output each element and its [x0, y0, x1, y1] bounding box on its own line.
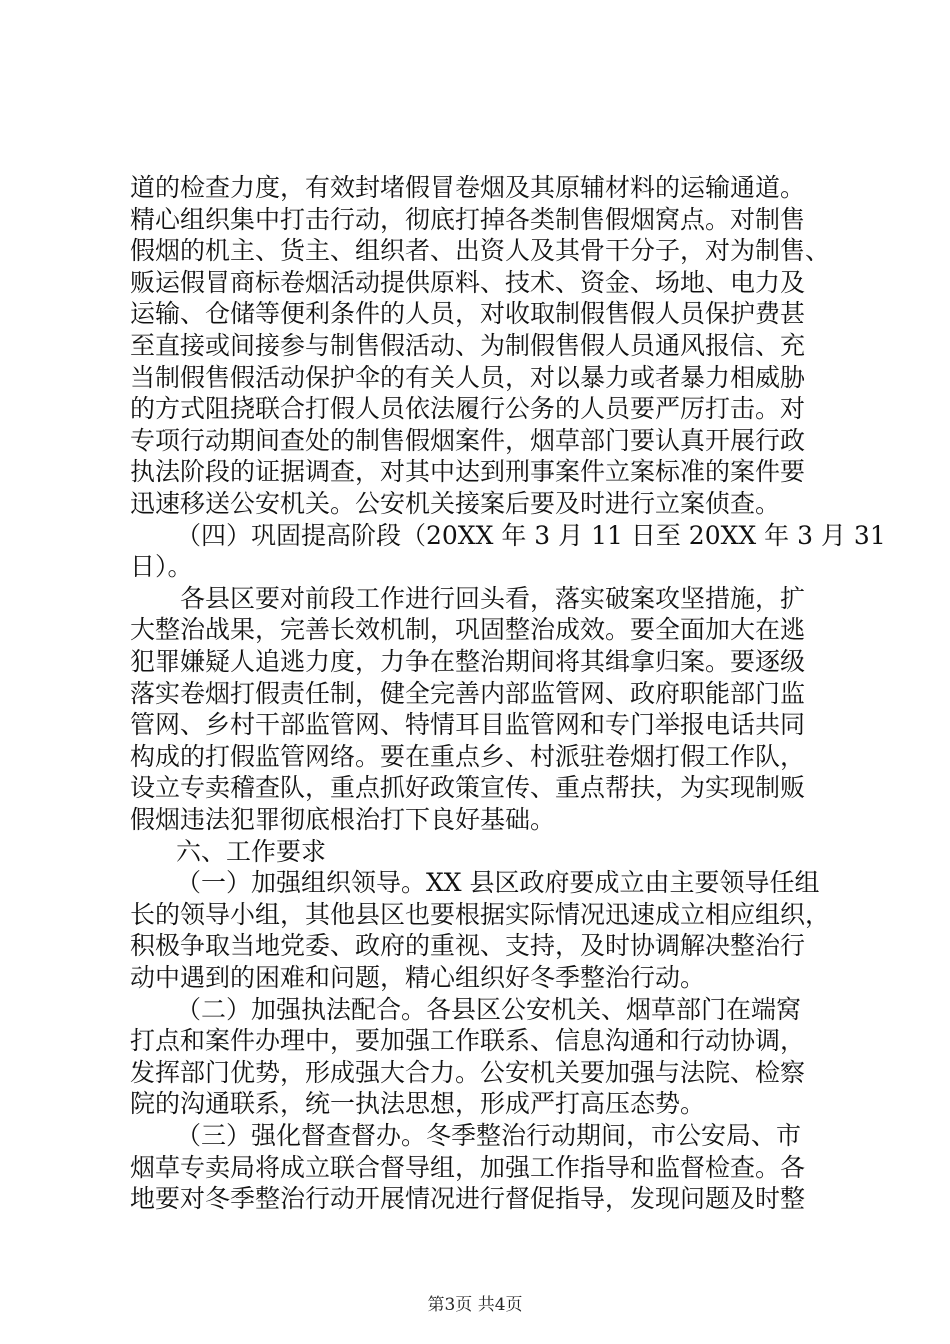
- text-line: 犯罪嫌疑人追逃力度，力争在整治期间将其缉拿归案。要逐级: [130, 647, 806, 676]
- text-line: 落实卷烟打假责任制，健全完善内部监管网、政府职能部门监: [130, 678, 806, 708]
- text-line: 精心组织集中打击行动，彻底打掉各类制售假烟窝点。对制售: [130, 204, 806, 234]
- section-heading-line: 日）。: [130, 552, 193, 582]
- text-line: 至直接或间接参与制售假活动、为制假售假人员通风报信、充: [130, 331, 806, 360]
- text-line: 道的检查力度，有效封堵假冒卷烟及其原辅材料的运输通道。: [130, 173, 806, 202]
- text-line: 构成的打假监管网络。要在重点乡、村派驻卷烟打假工作队，: [130, 741, 806, 771]
- text-line: 长的领导小组，其他县区也要根据实际情况迅速成立相应组织，: [130, 899, 831, 929]
- text-line: 当制假售假活动保护伞的有关人员，对以暴力或者暴力相威胁: [130, 362, 806, 392]
- text-line: 设立专卖稽查队，重点抓好政策宣传、重点帮扶，为实现制贩: [130, 773, 806, 803]
- text-line: 大整治战果，完善长效机制，巩固整治成效。要全面加大在逃: [130, 615, 806, 645]
- text-line: 管网、乡村干部监管网、特情耳目监管网和专门举报电话共同: [130, 710, 806, 740]
- text-line: 运输、仓储等便利条件的人员，对收取制假售假人员保护费甚: [130, 299, 806, 329]
- text-line: 的方式阻挠联合打假人员依法履行公务的人员要严厉打击。对: [130, 394, 806, 424]
- text-line: 动中遇到的困难和问题，精心组织好冬季整治行动。: [130, 963, 706, 992]
- text-line: 地要对冬季整治行动开展情况进行督促指导，发现问题及时整: [130, 1184, 806, 1214]
- text-line: （二）加强执法配合。各县区公安机关、烟草部门在端窝: [176, 994, 802, 1024]
- text-line: 院的沟通联系，统一执法思想，形成严打高压态势。: [130, 1089, 706, 1119]
- text-line: 烟草专卖局将成立联合督导组，加强工作指导和监督检查。各: [130, 1152, 806, 1182]
- text-line: 执法阶段的证据调查，对其中达到刑事案件立案标准的案件要: [130, 457, 806, 487]
- text-line: 假烟的机主、货主、组织者、出资人及其骨干分子，对为制售、: [130, 236, 831, 266]
- text-line: 贩运假冒商标卷烟活动提供原料、技术、资金、场地、电力及: [130, 267, 806, 297]
- page-number-footer: 第3页 共4页: [427, 1295, 523, 1315]
- text-line: 迅速移送公安机关。公安机关接案后要及时进行立案侦查。: [130, 489, 781, 518]
- text-line: 各县区要对前段工作进行回头看，落实破案攻坚措施，扩: [180, 583, 806, 613]
- text-line: 积极争取当地党委、政府的重视、支持，及时协调解决整治行: [130, 931, 806, 961]
- text-line: 发挥部门优势，形成强大合力。公安机关要加强与法院、检察: [130, 1057, 806, 1087]
- text-line: 打点和案件办理中，要加强工作联系、信息沟通和行动协调，: [130, 1026, 806, 1056]
- text-line: 假烟违法犯罪彻底根治打下良好基础。: [130, 805, 556, 834]
- text-line: 专项行动期间查处的制售假烟案件，烟草部门要认真开展行政: [130, 425, 806, 455]
- text-line: （三）强化督查督办。冬季整治行动期间，市公安局、市: [176, 1121, 802, 1150]
- section-heading-line: （四）巩固提高阶段（20XX 年 3 月 11 日至 20XX 年 3 月 31: [176, 520, 886, 550]
- section-heading: 六、工作要求: [176, 836, 327, 866]
- text-line: （一）加强组织领导。XX 县区政府要成立由主要领导任组: [176, 868, 820, 898]
